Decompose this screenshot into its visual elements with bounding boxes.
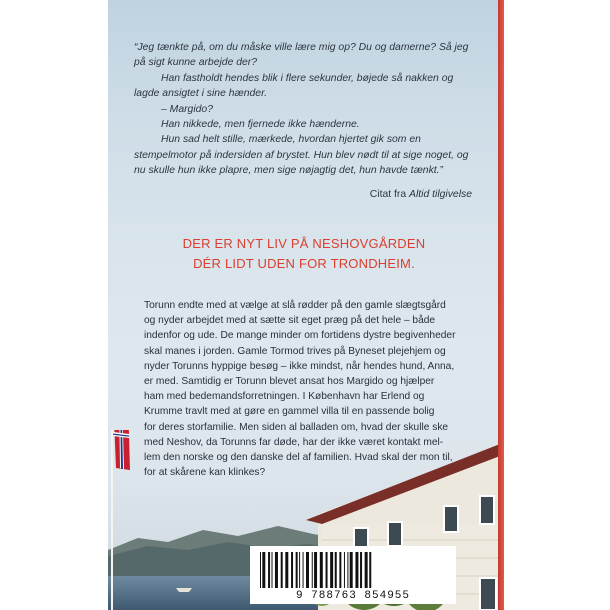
- headline-line-1: DER ER NYT LIV PÅ NESHOVGÅRDEN: [182, 236, 426, 251]
- quote-paragraph: – Margido?: [161, 103, 213, 115]
- barcode-bar: [369, 552, 371, 588]
- barcode-bar: [365, 552, 368, 588]
- barcode-bar: [299, 552, 300, 588]
- barcode-bar: [330, 552, 333, 588]
- blurb-line: Krumme travlt med at gøre en gammel villa til en passende bolig: [144, 406, 435, 418]
- barcode-bar: [260, 552, 261, 588]
- quote-paragraph: “Jeg tænkte på, om du måske ville lære mig op? Du og damerne? Så jeg på sigt kunne arbejde der?: [134, 42, 469, 69]
- barcode-bar: [347, 552, 348, 588]
- norwegian-flag: [113, 430, 130, 470]
- barcode-bar: [355, 552, 358, 588]
- isbn-barcode: [250, 546, 456, 604]
- blurb-line: med Neshov, da Torunns far døde, har der ikke været kontakt mel-: [144, 436, 444, 448]
- isbn-number: 9 788763 854955: [295, 590, 411, 602]
- blurb-line: indenfor og ude. De mange minder om fortidens dystre begivenheder: [144, 330, 456, 342]
- barcode-bar: [360, 552, 362, 588]
- blurb-line: Torunn endte med at vælge at slå rødder på den gamle slægtsgård: [144, 300, 446, 311]
- barcode-bar: [262, 552, 265, 588]
- quote-citation: [370, 189, 472, 200]
- blurb-line: lem den norske og den danske del af familien. Hvad skal der mon til,: [144, 452, 453, 464]
- barcode-bars: [258, 552, 448, 588]
- red-spine-edge: [498, 0, 504, 610]
- barcode-bar: [344, 552, 345, 588]
- barcode-bar: [326, 552, 328, 588]
- barcode-bar: [272, 552, 273, 588]
- barcode-bar: [339, 552, 341, 588]
- blurb-line: ham med bedemandsforretningen. I København har Erlend og: [144, 391, 425, 403]
- blurb-line: for at skårene kan klinkes?: [144, 467, 266, 479]
- quote-paragraph: Han fastholdt hendes blik i flere sekunder, bøjede så nakken og lagde ansigtet i sine hænder.: [134, 72, 454, 100]
- excerpt-quote: [134, 40, 474, 179]
- barcode-bar: [335, 552, 337, 588]
- barcode-bar: [281, 552, 283, 588]
- citation-title: Altid tilgivelse: [409, 189, 472, 200]
- barcode-bar: [312, 552, 313, 588]
- blurb-line: for deres storfamilie. Men siden al balladen om, hvad der skulle ske: [144, 421, 449, 433]
- book-back-cover: [108, 0, 500, 610]
- barcode-bar: [268, 552, 270, 588]
- blurb-line: er med. Samtidig er Torunn blevet ansat hos Margido og hjælper: [144, 376, 435, 388]
- barcode-bar: [303, 552, 304, 588]
- barcode-bar: [306, 552, 309, 588]
- quote-paragraph: Hun sad helt stille, mærkede, hvordan hjertet gik som en stempelmotor på indersiden af brystet. Hun blev nødt til at sige noget, og nu skulle hun ikke plapre, men sige nøjagtig det, hun havde tænkt.”: [134, 134, 469, 177]
- barcode-bar: [350, 552, 353, 588]
- barcode-bar: [285, 552, 288, 588]
- barcode-bar: [314, 552, 317, 588]
- blurb-line: nyder Torunns hyppige besøg – ikke mindst, når hendes hund, Anna,: [144, 360, 455, 372]
- quote-paragraph: Han nikkede, men fjernede ikke hænderne.: [161, 119, 360, 131]
- citation-prefix: Citat fra: [369, 189, 410, 200]
- barcode-bar: [291, 552, 293, 588]
- barcode-bar: [296, 552, 298, 588]
- blurb-line: skal manes i jorden. Gamle Tormod trives på Byneset plejehjem og: [144, 345, 446, 357]
- barcode-bar: [320, 552, 323, 588]
- headline-line-2: DÉR LIDT UDEN FOR TRONDHEIM.: [193, 256, 415, 271]
- blurb-line: og nyder arbejdet med at sætte sit eget præg på det hele – både: [144, 315, 436, 327]
- barcode-bar: [275, 552, 278, 588]
